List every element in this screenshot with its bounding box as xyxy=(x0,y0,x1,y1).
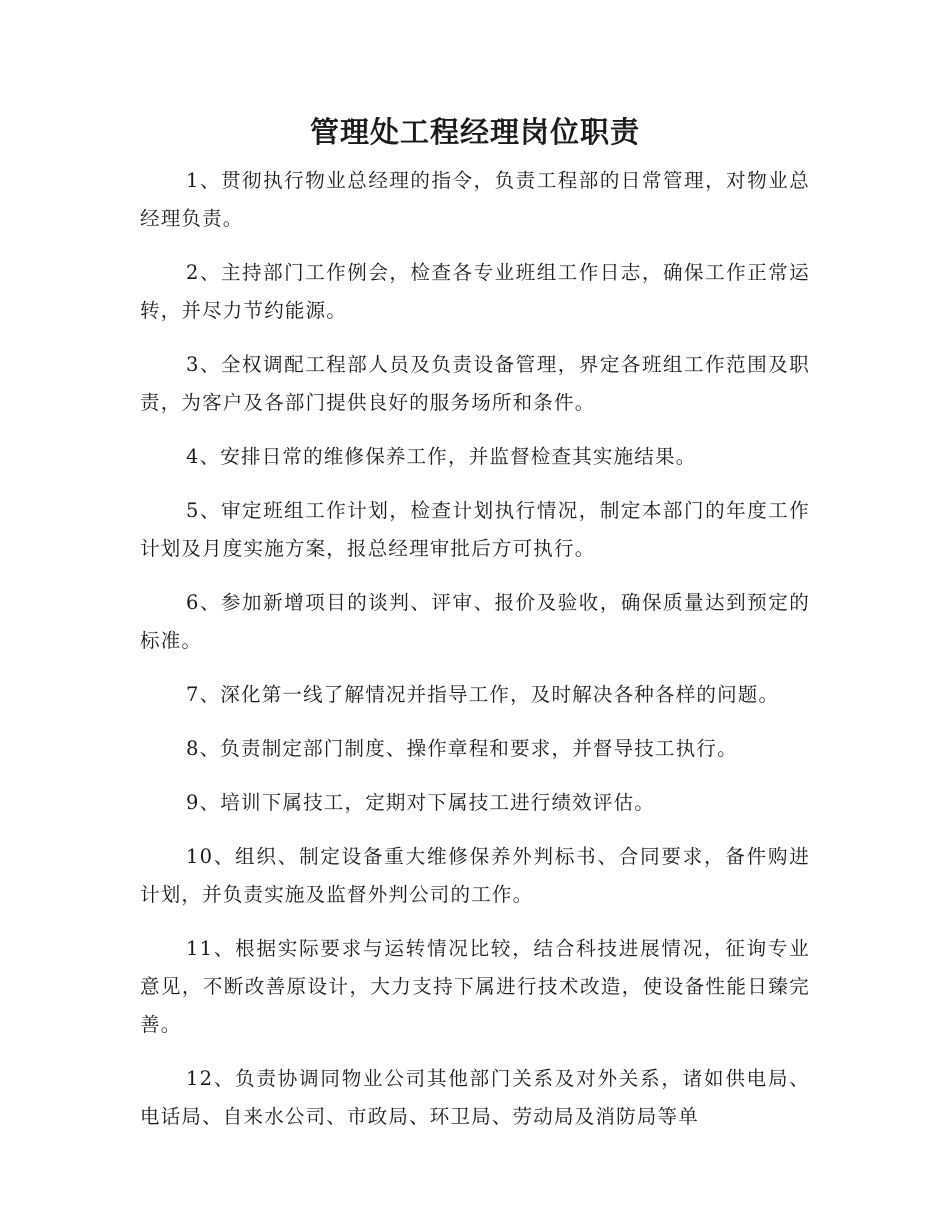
paragraph-9: 9、培训下属技工，定期对下属技工进行绩效评估。 xyxy=(186,791,656,814)
paragraph-7: 7、深化第一线了解情况并指导工作，及时解决各种各样的问题。 xyxy=(186,683,780,706)
paragraph-4: 4、安排日常的维修保养工作，并监督检查其实施结果。 xyxy=(186,445,697,468)
paragraph-8: 8、负责制定部门制度、操作章程和要求，并督导技工执行。 xyxy=(186,737,738,760)
paragraph-2: 2、主持部门工作例会，检查各专业班组工作日志，确保工作正常运转，并尽力节约能源。 xyxy=(140,261,810,322)
paragraph-5: 5、审定班组工作计划，检查计划执行情况，制定本部门的年度工作计划及月度实施方案，报总经理审批后方可执行。 xyxy=(140,499,810,560)
paragraph-3: 3、全权调配工程部人员及负责设备管理，界定各班组工作范围及职责，为客户及各部门提供良好的服务场所和条件。 xyxy=(140,353,810,414)
document-title: 管理处工程经理岗位职责 xyxy=(309,115,640,149)
paragraph-6: 6、参加新增项目的谈判、评审、报价及验收，确保质量达到预定的标准。 xyxy=(140,591,810,652)
paragraph-11: 11、根据实际要求与运转情况比较，结合科技进展情况，征询专业意见，不断改善原设计，大力支持下属进行技术改造，使设备性能日臻完善。 xyxy=(140,937,810,1036)
document-body xyxy=(140,162,810,1152)
paragraph-12: 12、负责协调同物业公司其他部门关系及对外关系，诸如供电局、电话局、自来水公司、市政局、环卫局、劳动局及消防局等单 xyxy=(140,1067,810,1128)
paragraph-10: 10、组织、制定设备重大维修保养外判标书、合同要求，备件购进计划，并负责实施及监督外判公司的工作。 xyxy=(140,845,810,906)
paragraph-1: 1、贯彻执行物业总经理的指令，负责工程部的日常管理，对物业总经理负责。 xyxy=(140,169,810,230)
